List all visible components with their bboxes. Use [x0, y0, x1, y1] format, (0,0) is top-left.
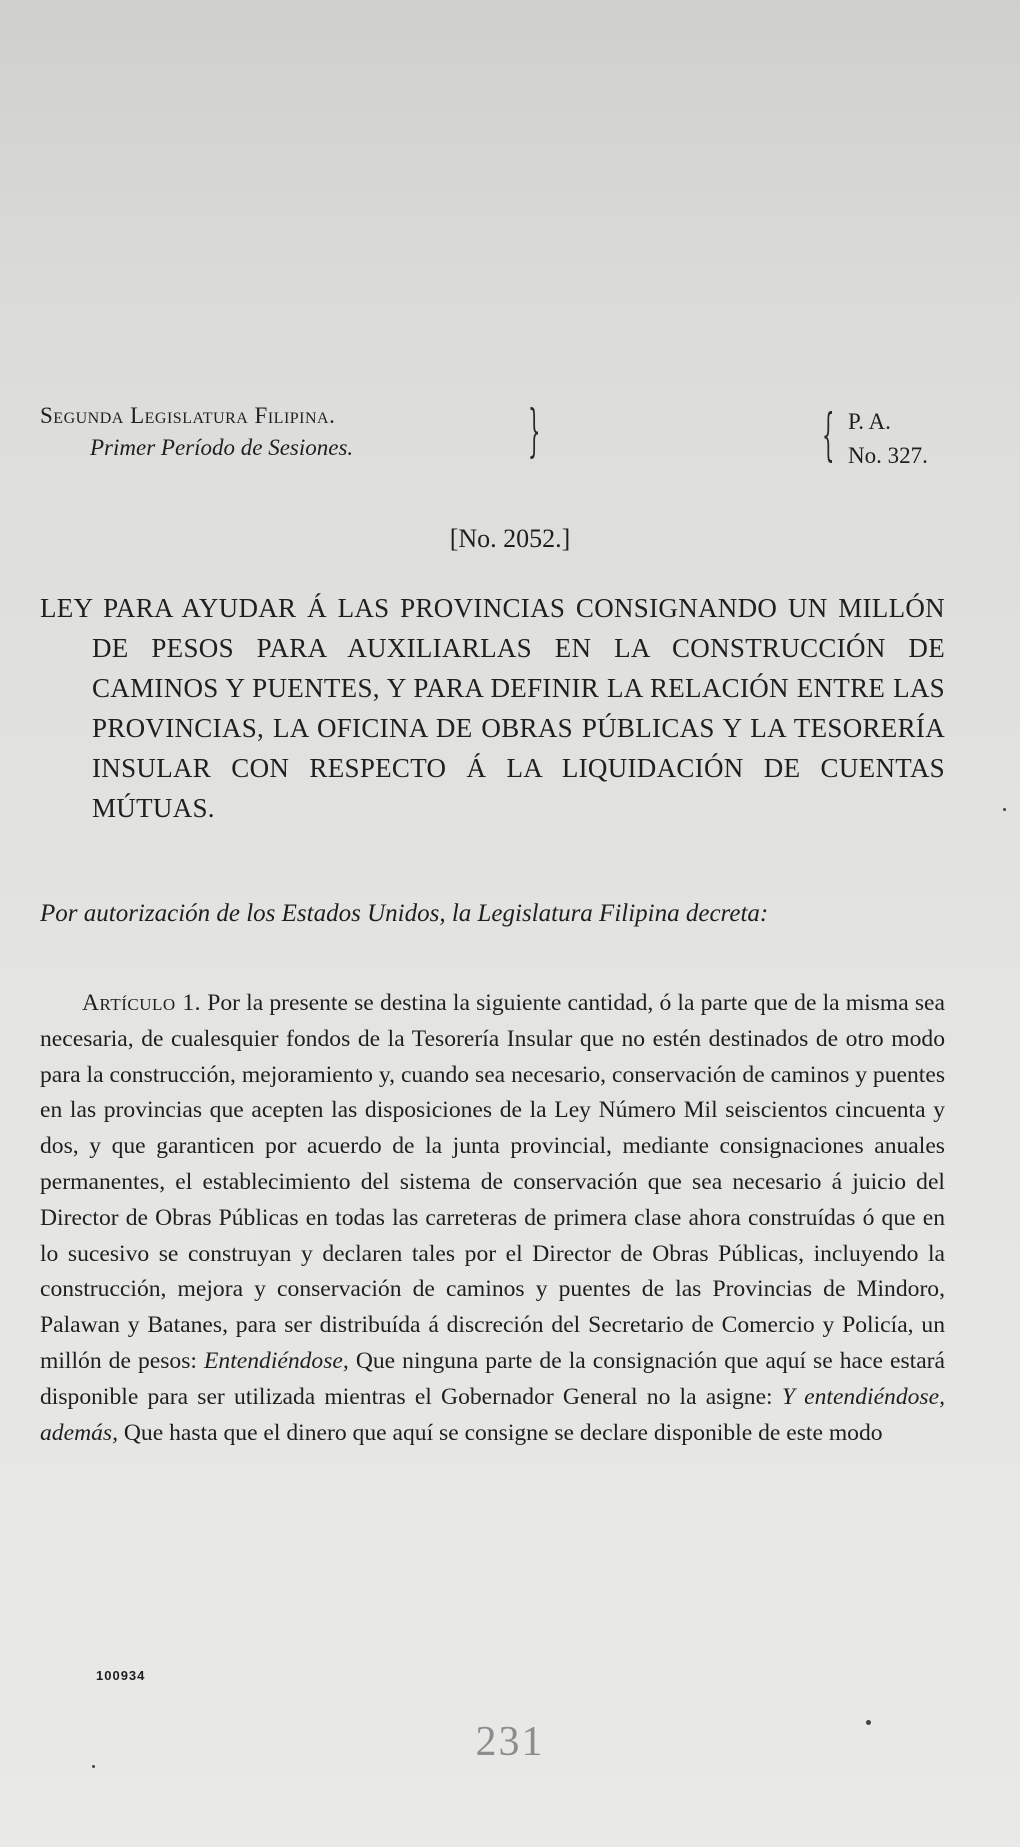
article-1: [40, 986, 945, 1451]
act-number: [No. 2052.]: [449, 524, 571, 553]
left-brace-glyph: {: [822, 403, 835, 468]
legislature-name: Segunda Legislatura Filipina.: [40, 403, 336, 428]
act-title: LEY PARA AYUDAR Á LAS PROVINCIAS CONSIGNANDO UN MILLÓN DE PESOS PARA AUXILIARLAS EN LA CONSTRUCCIÓN DE CAMINOS Y PUENTES, Y PARA DEFINIR LA RELACIÓN ENTRE LAS PROVINCIAS, LA OFICINA DE OBRAS PÚBLICAS Y LA TESORERÍA INSULAR CON RESPECTO Á LA LIQUIDACIÓN DE CUENTAS MÚTUAS.: [40, 593, 945, 823]
bill-number: No. 327.: [848, 443, 928, 468]
printer-code: 100934: [96, 1668, 146, 1683]
ink-spot: [1003, 808, 1006, 811]
article-text-part-3: Que hasta que el dinero que aquí se consigne se declare disponible de este modo: [123, 1419, 883, 1446]
right-brace-glyph: }: [528, 399, 541, 464]
page-number: 231: [475, 1719, 545, 1765]
ink-spot: [92, 1765, 95, 1768]
article-text-part-1: Por la presente se destina la siguiente cantidad, ó la parte que de la misma sea necesaria, de cualesquier fondos de la Tesorería Insular que no estén destinados de otro modo para la construcción, mejoramiento y, cuando sea necesario, conservación de caminos y puentes en las provincias que acepten las disposiciones de la Ley Número Mil seiscientos cincuenta y dos, y que garanticen por acuerdo de la junta provincial, mediante consignaciones anuales permanentes, el establecimiento del sistema de conservación que sea necesario á juicio del Director de Obras Públicas en todas las carreteras de primera clase ahora construídas ó que en lo sucesivo se construyan y declaren tales por el Director de Obras Públicas, incluyendo la construcción, mejora y conservación de caminos y puentes de las Provincias de Mindoro, Palawan y Batanes, para ser distribuída á discreción del Secretario de Comercio y Policía, un millón de pesos:: [40, 990, 945, 1374]
proviso-1: Entendiéndose,: [203, 1347, 349, 1374]
ink-spot: [866, 1720, 871, 1725]
article-label: Artículo 1.: [82, 990, 202, 1016]
header: [40, 400, 940, 480]
session-period: Primer Período de Sesiones.: [90, 435, 354, 460]
enacting-clause: Por autorización de los Estados Unidos, la Legislatura Filipina decreta:: [40, 900, 769, 927]
bill-prefix: P. A.: [848, 409, 891, 434]
article-text-part-2: Que ninguna parte de la consignación que aquí se hace estará disponible para ser utilizada mientras el Gobernador General no la asigne:: [40, 1347, 945, 1410]
proviso-2: Y entendiéndose, además,: [40, 1383, 945, 1446]
